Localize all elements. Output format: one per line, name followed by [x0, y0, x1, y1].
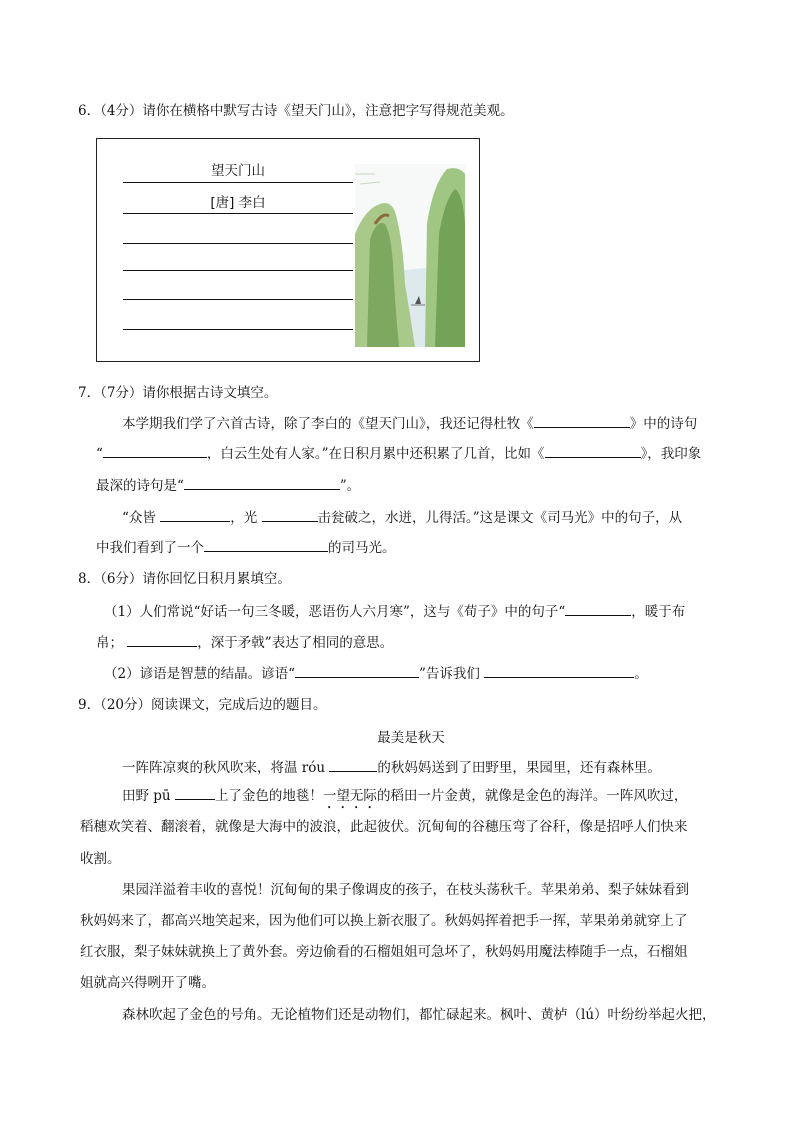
q7-heading: 7．（7分）请你根据古诗文填空。	[78, 385, 278, 401]
q7-line-4	[122, 508, 682, 527]
text-segment: 的稻田一片金黄，就像是金色的海洋。一阵风吹过，	[376, 788, 688, 804]
text-segment: 上了金色的地毯！	[214, 788, 323, 804]
text-segment: “众皆	[122, 510, 156, 526]
text-segment: 最深的诗句是“	[96, 478, 184, 494]
text-segment: 》，我印象	[640, 446, 702, 462]
answer-blank[interactable]	[204, 538, 328, 552]
answer-blank[interactable]	[175, 786, 215, 800]
q9-heading: 9．（20分）阅读课文，完成后边的题目。	[78, 697, 327, 713]
answer-blank[interactable]	[484, 664, 634, 678]
text-segment: 本学期我们学了六首古诗，除了李白的《望天门山》，我还记得杜牧《	[122, 416, 534, 432]
text-segment: 中我们看到了一个	[96, 540, 204, 556]
text-segment: ”告诉我们	[419, 666, 480, 682]
passage-line-2	[122, 786, 687, 812]
text-segment: 》中的诗句	[629, 416, 698, 432]
text-segment: 击瓮破之，水迸，儿得活。”这是课文《司马光》中的句子，从	[317, 510, 683, 526]
passage-line-3: 稻穗欢笑着、翻滚着，就像是大海中的波浪，此起彼伏。沉甸甸的谷穗压弯了谷秆，像是招呼人们快来	[80, 819, 688, 835]
answer-blank[interactable]	[545, 444, 641, 458]
q7-line-5	[96, 538, 396, 557]
text-segment: ，暖于布	[631, 604, 686, 620]
emphasized-phrase: 一望无际	[322, 788, 377, 804]
q8-line-2	[96, 633, 393, 652]
writing-line[interactable]	[123, 329, 353, 330]
q6-text: 6．（4分）请你在横格中默写古诗《望天门山》，注意把字写得规范美观。	[78, 103, 514, 119]
q8-line-1	[104, 602, 685, 621]
answer-blank[interactable]	[184, 476, 340, 490]
answer-blank[interactable]	[565, 602, 631, 616]
text-segment: 田野 pū	[122, 788, 171, 804]
text-segment: ，光	[230, 510, 258, 526]
text-segment: 一阵阵凉爽的秋风吹来，将温 róu	[122, 760, 326, 776]
passage-line-6: 秋妈妈来了，都高兴地笑起来，因为他们可以换上新衣服了。秋妈妈挥着把手一挥，苹果弟弟就穿上了	[80, 913, 688, 929]
answer-blank[interactable]	[160, 508, 230, 522]
writing-line[interactable]	[123, 270, 353, 271]
writing-line[interactable]	[123, 243, 353, 244]
text-segment: ，深于矛戟”表达了相同的意思。	[197, 635, 394, 651]
poem-author: [唐] 李白	[210, 195, 266, 211]
answer-blank[interactable]	[127, 633, 197, 647]
q7-line-3	[96, 476, 360, 495]
passage-line-5: 果园洋溢着丰收的喜悦！沉甸甸的果子像调皮的孩子，在枝头荡秋千。苹果弟弟、梨子妹妹看到	[122, 882, 689, 898]
passage-line-4: 收割。	[80, 851, 121, 867]
writing-line[interactable]	[123, 213, 353, 214]
text-segment: 。	[634, 666, 648, 682]
text-segment: “	[96, 446, 103, 462]
poem-title: 望天门山	[211, 163, 265, 179]
q7-line-1	[122, 414, 697, 433]
mountain-illustration	[355, 164, 465, 347]
q8-heading: 8．（6分）请你回忆日积月累填空。	[78, 571, 291, 587]
answer-blank[interactable]	[262, 508, 318, 522]
writing-line[interactable]	[123, 299, 353, 300]
text-segment: 的司马光。	[328, 540, 396, 556]
text-segment: （1）人们常说“好话一句三冬暖，恶语伤人六月寒”，这与《荀子》中的句子“	[104, 604, 566, 620]
text-segment: （2）谚语是智慧的结晶。谚语“	[104, 666, 295, 682]
answer-blank[interactable]	[329, 758, 377, 772]
answer-blank[interactable]	[534, 414, 630, 428]
q7-line-2	[96, 444, 701, 463]
passage-title: 最美是秋天	[377, 730, 445, 746]
poem-writing-box	[96, 138, 480, 362]
passage-line-7: 红衣服，梨子妹妹就换上了黄外套。旁边偷看的石榴姐姐可急坏了，秋妈妈用魔法棒随手一点，石榴姐	[80, 944, 688, 960]
passage-line-8: 姐就高兴得咧开了嘴。	[80, 975, 215, 991]
writing-line[interactable]	[123, 182, 353, 183]
text-segment: 的秋妈妈送到了田野里，果园里，还有森林里。	[377, 760, 661, 776]
passage-line-1	[122, 758, 661, 777]
answer-blank[interactable]	[295, 664, 419, 678]
q8-line-3	[104, 664, 648, 683]
text-segment: 帛；	[96, 635, 123, 651]
text-segment: ，白云生处有人家。”在日积月累中还积累了几首，比如《	[206, 446, 545, 462]
passage-line-9: 森林吹起了金色的号角。无论植物们还是动物们，都忙碌起来。枫叶、黄栌（lú）叶纷纷举起火把，	[122, 1007, 716, 1023]
text-segment: ”。	[339, 478, 361, 494]
answer-blank[interactable]	[103, 444, 207, 458]
